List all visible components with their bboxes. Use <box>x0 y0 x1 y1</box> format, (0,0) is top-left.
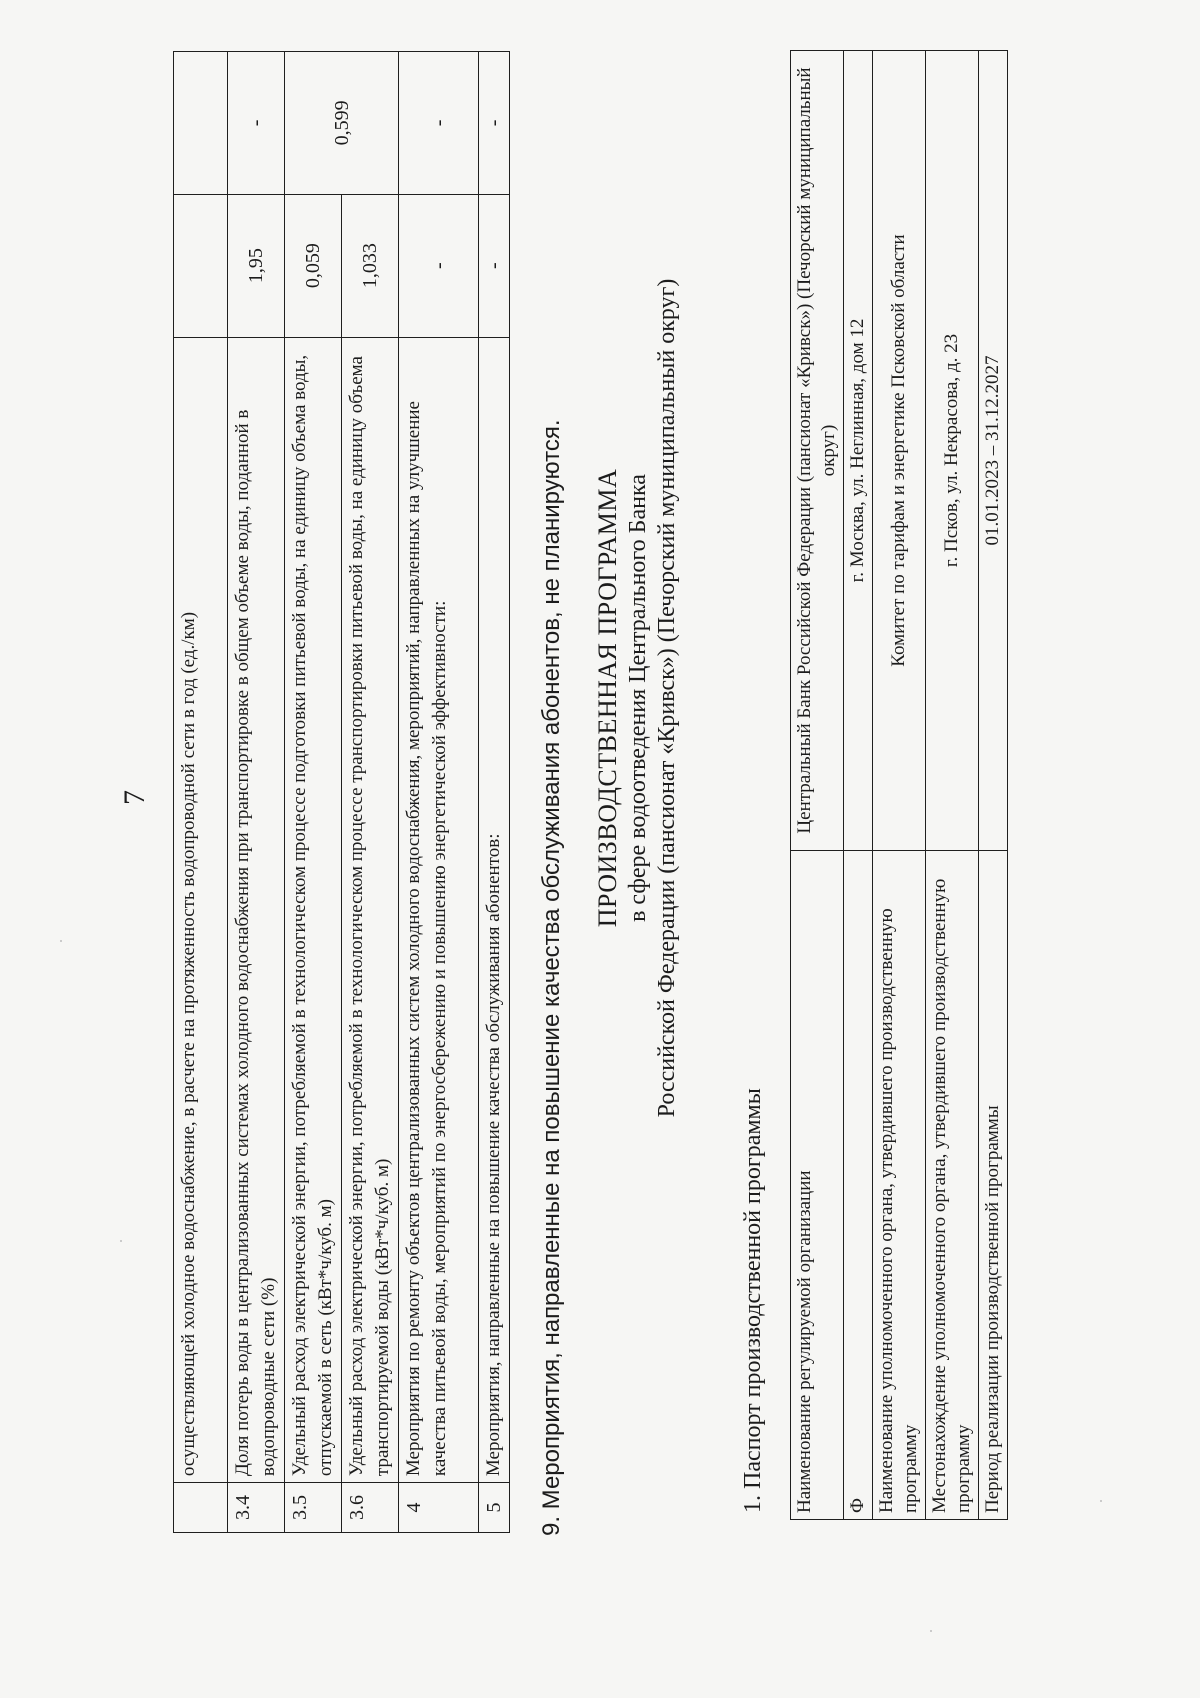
row-value-1: - <box>399 194 479 337</box>
row-value-1: - <box>479 194 510 337</box>
scan-speck <box>120 1240 122 1242</box>
row-number: 4 <box>399 1483 479 1533</box>
table-row <box>926 51 979 1520</box>
table-row <box>228 52 285 1533</box>
row-value-2: - <box>228 52 285 195</box>
program-subtitle-line-2: Российской Федерации (пансионат «Кривск») (Печорский муниципальный округ) <box>654 278 680 1118</box>
program-title-block <box>592 198 682 1198</box>
scan-speck <box>60 940 62 942</box>
row-text: осуществляющей холодное водоснабжение, в расчете на протяженность водопроводной сети в год (ед./км) <box>174 337 228 1483</box>
passport-table <box>790 50 1008 1520</box>
program-subtitle-line-1: в сфере водоотведения Центрального Банка <box>625 474 651 922</box>
row-value-1: 0,059 <box>285 194 342 337</box>
passport-value: г. Москва, ул. Неглинная, дом 12 <box>844 51 873 851</box>
indicators-table <box>173 51 510 1533</box>
table-row <box>285 52 342 1533</box>
passport-heading: 1. Паспорт производственной программы <box>740 1088 766 1513</box>
row-text: Мероприятия, направленные на повышение качества обслуживания абонентов: <box>479 337 510 1483</box>
row-number: 5 <box>479 1483 510 1533</box>
row-value-2: - <box>399 52 479 195</box>
row-value-1 <box>174 194 228 337</box>
table-row <box>399 52 479 1533</box>
passport-value: Центральный Банк Российской Федерации (пансионат «Кривск») (Печорский муниципальный округ) <box>791 51 844 851</box>
row-value-1: 1,033 <box>342 194 399 337</box>
table-row <box>873 51 926 1520</box>
passport-label: Ф <box>844 851 873 1520</box>
passport-label: Период реализации производственной программы <box>979 851 1008 1520</box>
table-row <box>342 52 399 1533</box>
row-text: Удельный расход электрической энергии, потребляемой в технологическом процессе транспортировки питьевой воды, на единицу объема транспортируемой воды (кВт*ч/куб. м) <box>342 337 399 1483</box>
row-value-2: - <box>479 52 510 195</box>
row-number: 3.6 <box>342 1483 399 1533</box>
row-number: 3.5 <box>285 1483 342 1533</box>
program-title: ПРОИЗВОДСТВЕННАЯ ПРОГРАММА <box>593 468 622 928</box>
row-text: Мероприятия по ремонту объектов централизованных систем холодного водоснабжения, мероприятий, направленных на улучшение качества питьевой воды, мероприятий по энергосбережению и повышению энергетической эффективности: <box>399 337 479 1483</box>
row-number <box>174 1483 228 1533</box>
table-row <box>174 52 228 1533</box>
page-number: 7 <box>118 790 151 805</box>
table-row <box>979 51 1008 1520</box>
row-value-2: 0,599 <box>285 52 399 195</box>
scan-speck <box>1100 1500 1102 1502</box>
table-row <box>791 51 844 1520</box>
passport-value: 01.01.2023 – 31.12.2027 <box>979 51 1008 851</box>
passport-value: г. Псков, ул. Некрасова, д. 23 <box>926 51 979 851</box>
passport-label: Наименование уполномоченного органа, утвердившего производственную программу <box>873 851 926 1520</box>
section-9-text: 9. Мероприятия, направленные на повышение качества обслуживания абонентов, не планируются. <box>538 419 565 1536</box>
row-number: 3.4 <box>228 1483 285 1533</box>
row-text: Удельный расход электрической энергии, потребляемой в технологическом процессе подготовки питьевой воды, на единицу объема воды, отпускаемой в сеть (кВт*ч/куб. м) <box>285 337 342 1483</box>
passport-value: Комитет по тарифам и энергетике Псковской области <box>873 51 926 851</box>
table-row <box>844 51 873 1520</box>
row-value-1: 1,95 <box>228 194 285 337</box>
row-value-2 <box>174 52 228 195</box>
passport-label: Наименование регулируемой организации <box>791 851 844 1520</box>
row-text: Доля потерь воды в централизованных системах холодного водоснабжения при транспортировке в общем объеме воды, поданной в водопроводные сети (%) <box>228 337 285 1483</box>
table-row <box>479 52 510 1533</box>
passport-label: Местонахождение уполномоченного органа, утвердившего производственную программу <box>926 851 979 1520</box>
scan-speck <box>930 1630 932 1632</box>
